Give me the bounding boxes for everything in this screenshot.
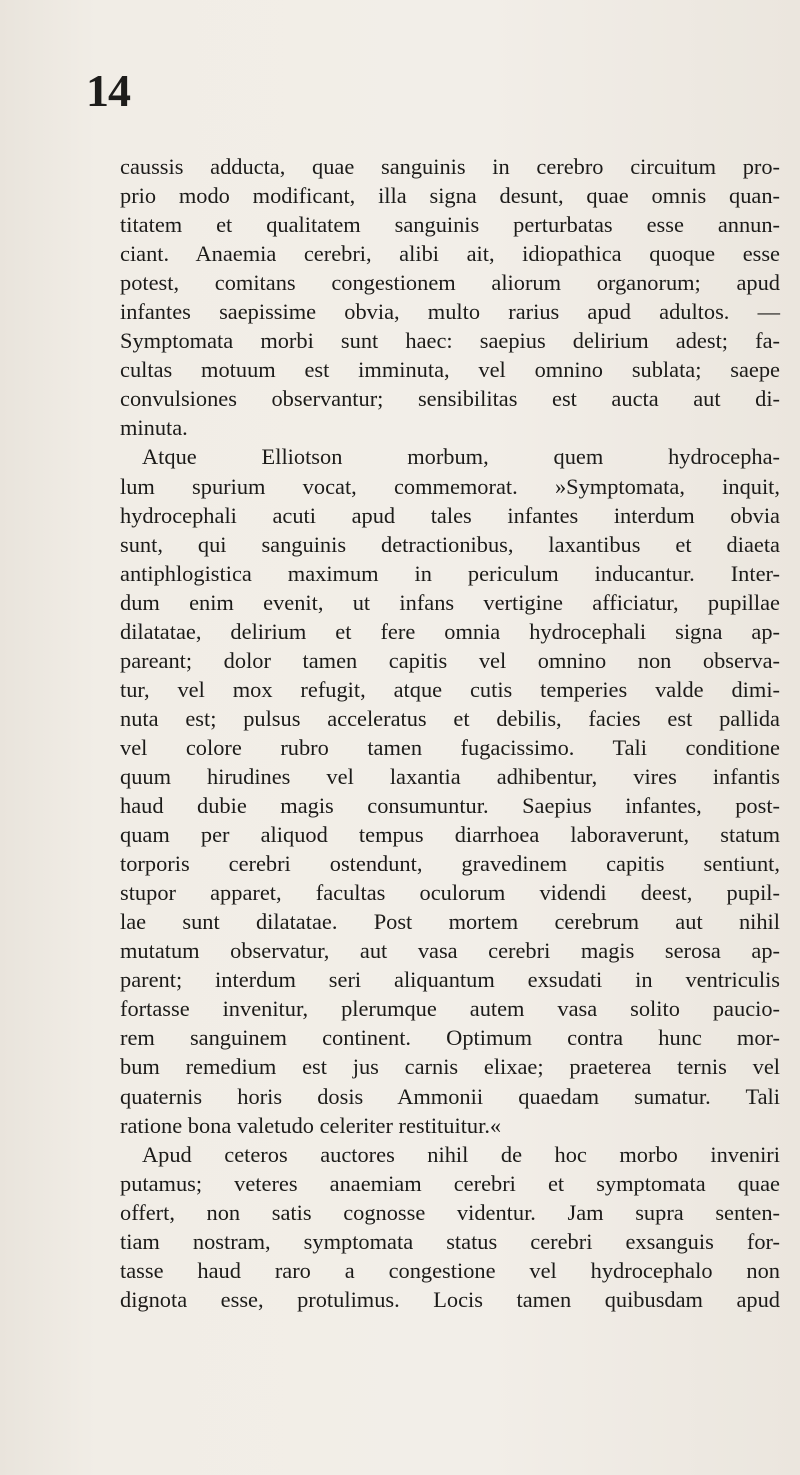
- text-line: rem sanguinem continent. Optimum contra hunc mor-: [120, 1025, 780, 1051]
- text-line: putamus; veteres anaemiam cerebri et symptomata quae: [120, 1170, 780, 1196]
- text-line: stupor apparet, facultas oculorum videndi deest, pupil-: [120, 880, 780, 906]
- text-line: minuta.: [120, 415, 188, 441]
- text-line: torporis cerebri ostendunt, gravedinem capitis sentiunt,: [120, 851, 780, 877]
- text-line: prio modo modificant, illa signa desunt, quae omnis quan-: [120, 183, 780, 209]
- text-line: bum remedium est jus carnis elixae; praeterea ternis vel: [120, 1054, 780, 1080]
- text-line: ratione bona valetudo celeriter restituitur.«: [120, 1112, 502, 1138]
- text-line: quum hirudines vel laxantia adhibentur, vires infantis: [120, 763, 780, 789]
- text-line: titatem et qualitatem sanguinis perturbatas esse annun-: [120, 212, 780, 238]
- text-line: offert, non satis cognosse videntur. Jam supra senten-: [120, 1199, 780, 1225]
- text-line: Symptomata morbi sunt haec: saepius delirium adest; fa-: [120, 328, 780, 354]
- text-line: potest, comitans congestionem aliorum organorum; apud: [120, 270, 780, 296]
- text-line: caussis adducta, quae sanguinis in cerebro circuitum pro-: [120, 154, 780, 179]
- text-line: pareant; dolor tamen capitis vel omnino non observa-: [120, 647, 780, 673]
- text-line: quam per aliquod tempus diarrhoea laboraverunt, statum: [120, 822, 780, 848]
- text-line: parent; interdum seri aliquantum exsudati in ventriculis: [120, 967, 780, 993]
- text-line: vel colore rubro tamen fugacissimo. Tali conditione: [120, 734, 780, 760]
- text-line: Apud ceteros auctores nihil de hoc morbo inveniri: [142, 1141, 780, 1167]
- text-line: haud dubie magis consumuntur. Saepius infantes, post-: [120, 793, 780, 819]
- page-number: 14: [86, 65, 130, 116]
- text-line: cultas motuum est imminuta, vel omnino sublata; saepe: [120, 357, 780, 383]
- text-line: fortasse invenitur, plerumque autem vasa solito paucio-: [120, 996, 780, 1022]
- text-line: dilatatae, delirium et fere omnia hydrocephali signa ap-: [120, 618, 780, 644]
- text-line: infantes saepissime obvia, multo rarius apud adultos. —: [120, 299, 780, 325]
- text-line: lae sunt dilatatae. Post mortem cerebrum aut nihil: [120, 909, 780, 935]
- text-line: dum enim evenit, ut infans vertigine afficiatur, pupillae: [120, 589, 780, 615]
- text-line: sunt, qui sanguinis detractionibus, laxantibus et diaeta: [120, 531, 780, 557]
- text-line: tiam nostram, symptomata status cerebri exsanguis for-: [120, 1228, 780, 1254]
- text-line: tasse haud raro a congestione vel hydrocephalo non: [120, 1257, 780, 1283]
- text-line: tur, vel mox refugit, atque cutis temperies valde dimi-: [120, 676, 780, 702]
- text-line: dignota esse, protulimus. Locis tamen quibusdam apud: [120, 1286, 780, 1312]
- text-line: mutatum observatur, aut vasa cerebri magis serosa ap-: [120, 938, 780, 964]
- text-line: Atque Elliotson morbum, quem hydrocepha-: [142, 444, 780, 470]
- text-line: ciant. Anaemia cerebri, alibi ait, idiopathica quoque esse: [120, 241, 780, 267]
- text-line: convulsiones observantur; sensibilitas est aucta aut di-: [120, 386, 780, 412]
- text-line: nuta est; pulsus acceleratus et debilis, facies est pallida: [120, 705, 780, 731]
- text-line: antiphlogistica maximum in periculum inducantur. Inter-: [120, 560, 780, 586]
- body-text: [120, 152, 780, 1314]
- text-line: hydrocephali acuti apud tales infantes interdum obvia: [120, 502, 780, 528]
- text-line: lum spurium vocat, commemorat. »Symptomata, inquit,: [120, 473, 780, 499]
- text-line: quaternis horis dosis Ammonii quaedam sumatur. Tali: [120, 1083, 780, 1109]
